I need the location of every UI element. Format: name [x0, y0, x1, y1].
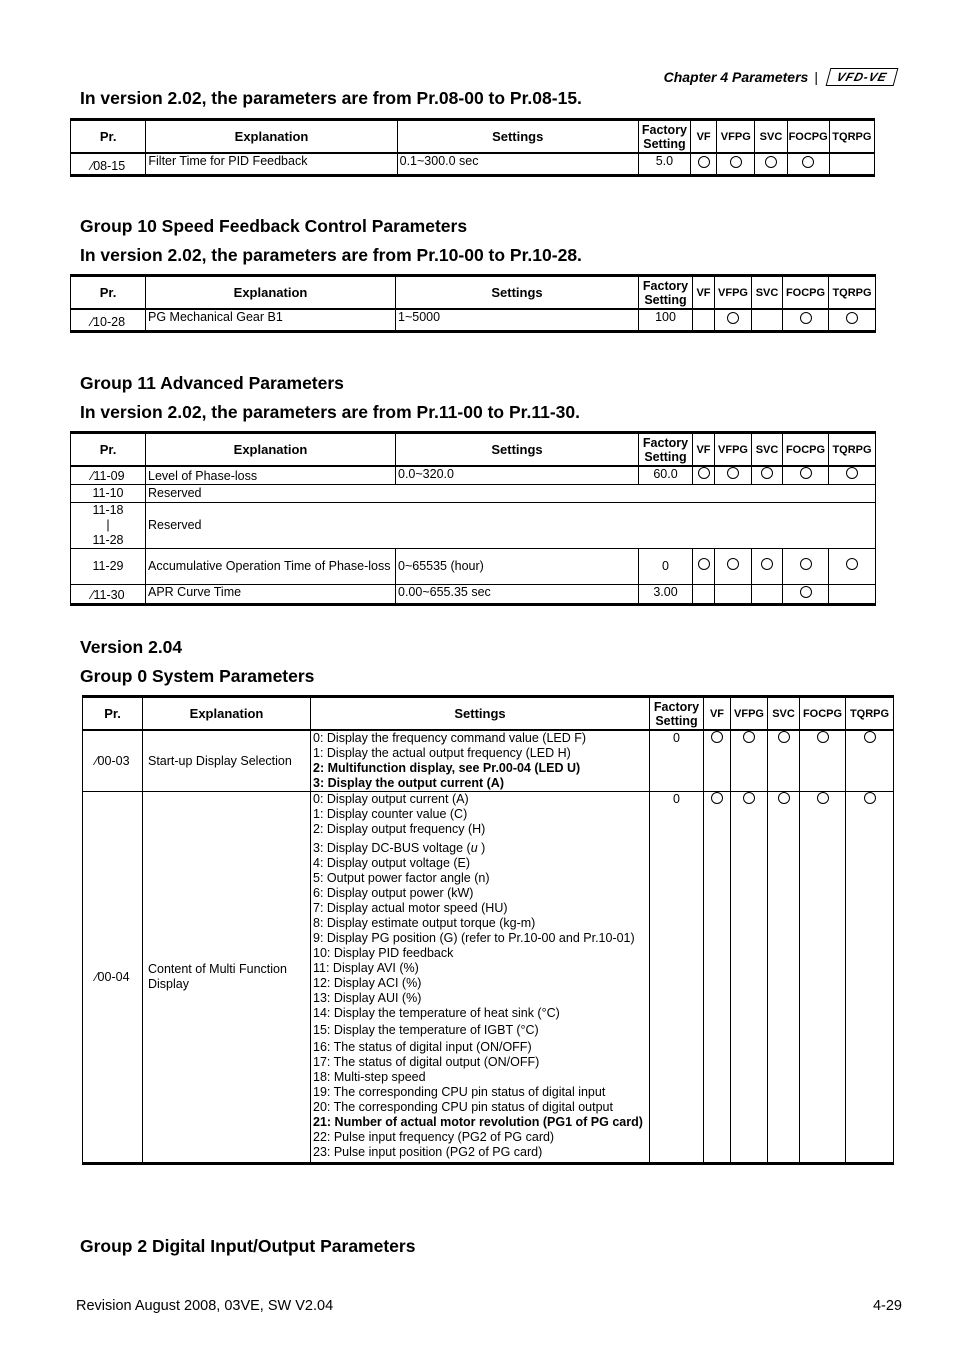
circle-icon: [711, 792, 723, 804]
group10-heading: Group 10 Speed Feedback Control Parameters: [80, 216, 468, 236]
circle-icon: [778, 792, 790, 804]
circle-icon: [761, 467, 773, 479]
circle-icon: [765, 156, 777, 168]
version-heading: Version 2.04: [80, 637, 183, 657]
circle-icon: [817, 792, 829, 804]
circle-icon: [846, 467, 858, 479]
group2-heading: Group 2 Digital Input/Output Parameters: [80, 1236, 416, 1256]
pencil-icon: ⁄: [90, 314, 94, 329]
group11-heading: Group 11 Advanced Parameters: [80, 373, 344, 393]
circle-icon: [846, 312, 858, 324]
table-row: ⁄10-28 PG Mechanical Gear B1 1~5000 100: [71, 309, 876, 331]
circle-icon: [711, 731, 723, 743]
table-11: Pr. Explanation Settings Factory Setting VF VFPG SVC FOCPG TQRPG ⁄11-09 Level of Phase-loss 0.0~320.0 60.0 11-10 Reserved 11-18 | 11-28 Reserved 11-29 Accumulative Operation Time of Phase-loss 0~65535 (hour) 0 ⁄11-30 APR Curve Time 0.00~655.35 sec 3.00: [70, 431, 876, 606]
pencil-icon: ⁄: [95, 753, 98, 768]
circle-icon: [698, 467, 710, 479]
circle-icon: [730, 156, 742, 168]
table-row: ⁄00-04 Content of Multi Function Display 0: Display output current (A) 1: Display counter value (C) 2: Display output frequency (H) 3: Display DC-BUS voltage (u ) 4: Display output voltage (E) 5: Output power factor angle (n) 6: Display output power (kW) 7: Display actual motor speed (HU) 8: Display estimate output torque (kg-m) 9: Display PG position (G) (refer to Pr.10-00 and Pr.10-01) 10: Display PID feedback 11: Display AVI (%) 12: Display ACI (%) 13: Display AUI (%) 14: Display the temperature of heat sink (°C) 15: Display the temperature of IGBT (°C) 16: The status of digital input (ON/OFF) 17: The status of digital output (ON/OFF) 18: Multi-step speed 19: The corresponding CPU pin status of digital input 20: The corresponding CPU pin status of digital output 21: Number of actual motor revolution (PG1 of PG card) 22: Pulse input frequency (PG2 of PG card) 23: Pulse input position (PG2 of PG card) 0: [83, 792, 894, 1164]
pencil-icon: ⁄: [91, 158, 94, 173]
table-row: ⁄11-09 Level of Phase-loss 0.0~320.0 60.0: [71, 466, 876, 484]
table-row: ⁄00-03 Start-up Display Selection 0: Display the frequency command value (LED F) 1: Display the actual output frequency (LED H) 2: Multifunction display, see Pr.00-04 (LED U) 3: Display the output current (A) 0: [83, 730, 894, 792]
circle-icon: [778, 731, 790, 743]
circle-icon: [800, 312, 812, 324]
col-pr: Pr.: [71, 120, 146, 154]
circle-icon: [727, 467, 739, 479]
sec11-title: In version 2.02, the parameters are from Pr.11-00 to Pr.11-30.: [80, 402, 580, 422]
col-vf: VF: [691, 120, 717, 154]
pencil-icon: ⁄: [91, 468, 94, 483]
sec10-title: In version 2.02, the parameters are from Pr.10-00 to Pr.10-28.: [80, 245, 582, 265]
col-explanation: Explanation: [146, 120, 397, 154]
circle-icon: [846, 558, 858, 570]
table-10: Pr. Explanation Settings Factory Setting VF VFPG SVC FOCPG TQRPG ⁄10-28 PG Mechanical Gear B1 1~5000 100: [70, 274, 876, 333]
circle-icon: [800, 467, 812, 479]
circle-icon: [698, 156, 710, 168]
col-svc: SVC: [755, 120, 787, 154]
circle-icon: [743, 731, 755, 743]
table-row: ⁄11-30 APR Curve Time 0.00~655.35 sec 3.00: [71, 584, 876, 604]
circle-icon: [817, 731, 829, 743]
vfd-ve-logo: VFD-VE: [826, 68, 899, 86]
col-settings: Settings: [397, 120, 638, 154]
table-row: ⁄08-15 Filter Time for PID Feedback 0.1~300.0 sec 5.0: [71, 153, 875, 175]
circle-icon: [743, 792, 755, 804]
chapter-title: Chapter 4 Parameters: [663, 69, 809, 85]
circle-icon: [800, 586, 812, 598]
col-focpg: FOCPG: [787, 120, 829, 154]
table-row: 11-29 Accumulative Operation Time of Phase-loss 0~65535 (hour) 0: [71, 548, 876, 584]
group0-heading: Group 0 System Parameters: [80, 666, 315, 686]
circle-icon: [802, 156, 814, 168]
circle-icon: [864, 792, 876, 804]
circle-icon: [727, 312, 739, 324]
page-header: Chapter 4 Parameters | VFD-VE: [664, 68, 896, 86]
col-vfpg: VFPG: [717, 120, 755, 154]
table-08: [70, 118, 875, 177]
circle-icon: [800, 558, 812, 570]
circle-icon: [727, 558, 739, 570]
pencil-icon: ⁄: [91, 587, 94, 602]
circle-icon: [864, 731, 876, 743]
circle-icon: [761, 558, 773, 570]
circle-icon: [698, 558, 710, 570]
pencil-icon: ⁄: [95, 969, 98, 984]
table-00: Pr. Explanation Settings Factory Setting VF VFPG SVC FOCPG TQRPG ⁄00-03 Start-up Display Selection 0: Display the frequency command value (LED F) 1: Display the actual output frequency (LED H) 2: Multifunction display, see Pr.00-04 (LED U) 3: Display the output current (A) 0 ⁄00-04 Content of Multi Function Display 0: Display output current (A) 1: Display counter value (C) 2: Display output frequency (H) 3: Display DC-BUS voltage (u ) 4: Display output voltage (E) 5: Output power factor angle (n) 6: Display output power (kW) 7: Display actual motor speed (HU) 8: Display estimate output torque (kg-m) 9: Display PG position (G) (refer to Pr.10-00 and Pr.10-01) 10: Display PID feedback 11: Display AVI (%) 12: Display ACI (%) 13: Display AUI (%) 14: Display the temperature of heat sink (°C) 15: Display the temperature of IGBT (°C) 16: The status of digital input (ON/OFF) 17: The status of digital output (ON/OFF) 18: Multi-step speed 19: The corresponding CPU pin status of digital input 20: The corresponding CPU pin status of digital output 21: Number of actual motor revolution (PG1 of PG card) 22: Pulse input frequency (PG2 of PG card) 23: Pulse input position (PG2 of PG card) 0: [82, 695, 894, 1165]
revision-text: Revision August 2008, 03VE, SW V2.04: [76, 1298, 334, 1314]
col-tqrpg: TQRPG: [829, 120, 874, 154]
col-factory: Factory Setting: [638, 120, 690, 154]
sec08-title: In version 2.02, the parameters are from Pr.08-00 to Pr.08-15.: [80, 88, 582, 108]
table-row: 11-18 | 11-28 Reserved: [71, 502, 876, 548]
page-number: 4-29: [872, 1298, 902, 1314]
table-row: 11-10 Reserved: [71, 484, 876, 502]
